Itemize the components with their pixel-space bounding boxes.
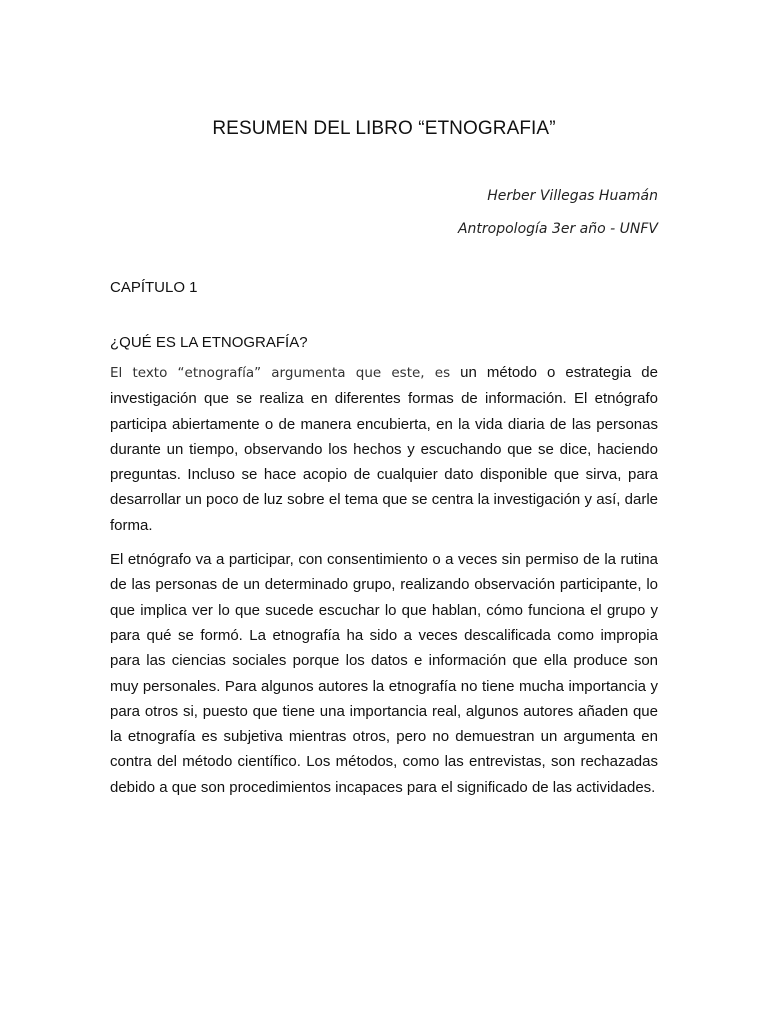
section-heading: ¿QUÉ ES LA ETNOGRAFÍA? <box>110 334 308 351</box>
author-affiliation: Antropología 3er año - UNFV <box>457 221 658 237</box>
document-title: RESUMEN DEL LIBRO “ETNOGRAFIA” <box>212 118 556 139</box>
paragraph-lead-phrase: El texto “etnografía” argumenta que este, es <box>110 365 451 381</box>
paragraph-text: un método o estrategia de investigación que se realiza en diferentes formas de información. El etnógrafo participa abiertamente o de manera encubierta, en la vida diaria de las personas durante un tiempo, observando los hechos y escuchando que se dice, haciendo preguntas. Incluso se hace acopio de cualquier dato disponible que sirva, para desarrollar un poco de luz sobre el tema que se centra la investigación y así, darle forma. <box>110 364 658 534</box>
paragraph <box>110 360 658 538</box>
paragraph-text: El etnógrafo va a participar, con consentimiento o a veces sin permiso de la rutina de las personas de un determinado grupo, realizando observación participante, lo que implica ver lo que sucede escuchar lo que hablan, cómo funciona el grupo y para qué se formó. La etnografía ha sido a veces descalificada como impropia para las ciencias sociales porque los datos e información que ella produce son muy personales. Para algunos autores la etnografía no tiene mucha importancia y para otros si, puesto que tiene una importancia real, algunos autores añaden que la etnografía es subjetiva mientras otros, pero no demuestran un argumenta en contra del método científico. Los métodos, como las entrevistas, son rechazadas debido a que son procedimientos incapaces para el significado de las actividades. <box>110 551 658 796</box>
document-body <box>110 360 658 809</box>
paragraph <box>110 547 658 800</box>
chapter-heading: CAPÍTULO 1 <box>110 279 198 296</box>
author-name: Herber Villegas Huamán <box>487 188 658 204</box>
